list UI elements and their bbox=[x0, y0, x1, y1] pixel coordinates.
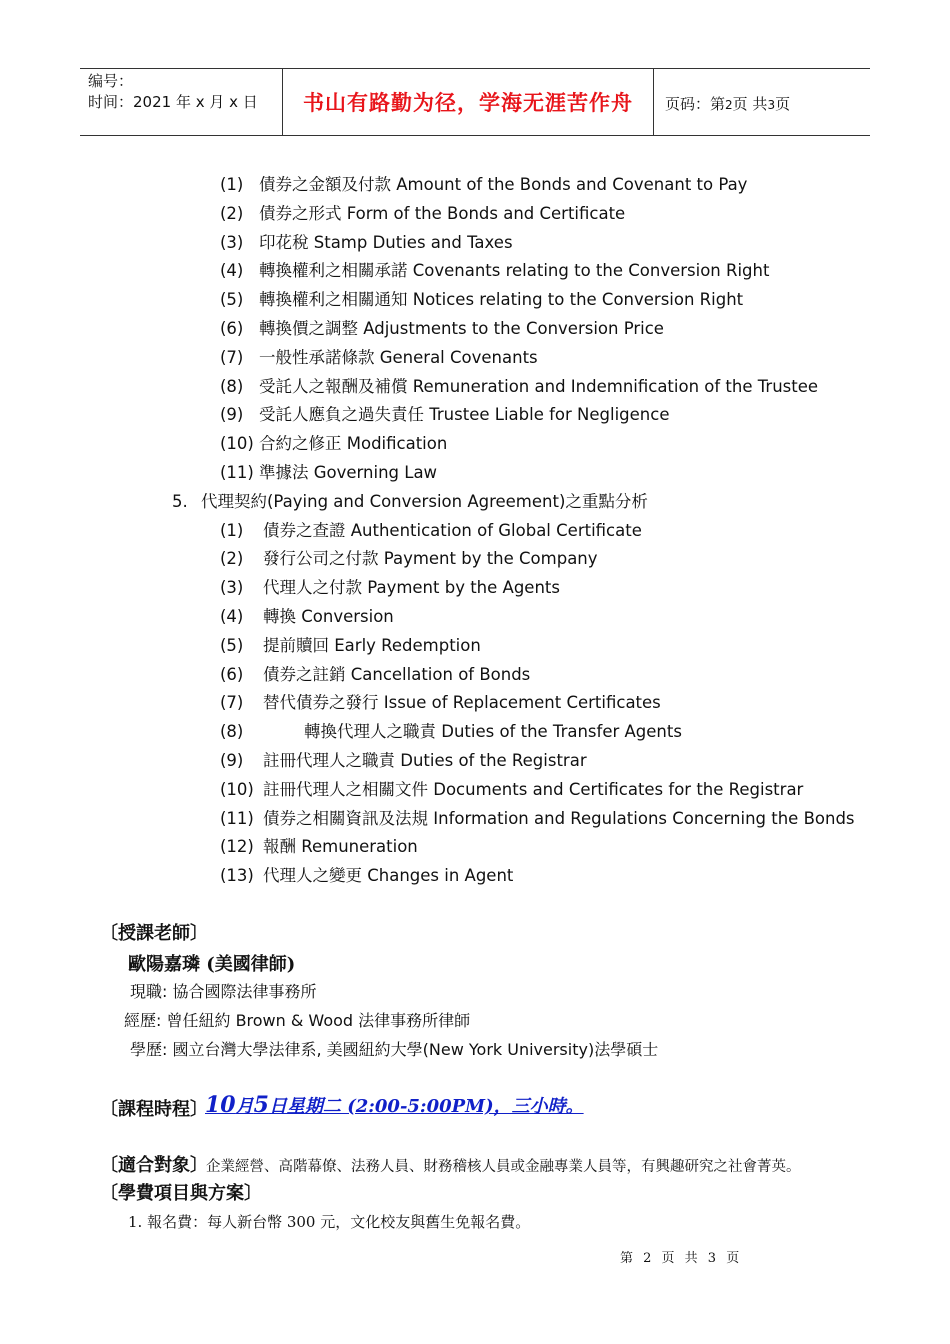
list-item: (1) 債券之查證 Authentication of Global Certificate bbox=[220, 520, 642, 540]
header-motto: 书山有路勤为径，学海无涯苦作舟 bbox=[282, 69, 654, 135]
list-item: (11) 準據法 Governing Law bbox=[220, 462, 438, 482]
fee-item-1: 1. 報名費：每人新台幣 300 元，文化校友與舊生免報名費。 bbox=[128, 1213, 531, 1231]
header-page-number bbox=[665, 93, 790, 114]
list-item: (2) 發行公司之付款 Payment by the Company bbox=[220, 549, 598, 569]
date-label: 时间：2021 年 x 月 x 日 bbox=[88, 93, 258, 111]
page-total: 3 bbox=[767, 98, 776, 112]
schedule-month-char: 月 bbox=[235, 1096, 254, 1117]
list-item: (12) 報酬 Remuneration bbox=[220, 837, 418, 857]
list-item: (7) 替代債券之發行 Issue of Replacement Certificates bbox=[220, 693, 661, 713]
list-item: (1) 債券之金額及付款 Amount of the Bonds and Covenant to Pay bbox=[220, 175, 748, 194]
teacher-section-title: 〔授課老師〕 bbox=[100, 923, 208, 944]
schedule-rest: 日星期二 (2:00-5:00PM)，三小時。 bbox=[268, 1096, 584, 1117]
teacher-current: 現職: 協合國際法律事務所 bbox=[130, 982, 317, 1001]
outline-list bbox=[0, 171, 950, 891]
list-item: (13) 代理人之變更 Changes in Agent bbox=[220, 866, 514, 886]
header-info bbox=[88, 71, 258, 113]
section-heading: 5. 代理契約(Paying and Conversion Agreement)之重點分析 bbox=[172, 491, 648, 511]
page-num: 2 bbox=[725, 98, 733, 112]
page-footer: 第 2 页 共 3 页 bbox=[620, 1251, 743, 1266]
list-item: (3) 印花稅 Stamp Duties and Taxes bbox=[220, 232, 513, 252]
page-prefix: 页码：第 bbox=[665, 95, 726, 113]
list-item: (8) 受託人之報酬及補償 Remuneration and Indemnification of the Trustee bbox=[220, 376, 819, 396]
list-item: (8) 轉換代理人之職責 Duties of the Transfer Agents bbox=[220, 722, 682, 742]
list-item: (9) 註冊代理人之職責 Duties of the Registrar bbox=[220, 750, 587, 770]
audience-text: 企業經營、高階幕僚、法務人員、財務稽核人員或金融專業人員等，有興趣研究之社會菁英。 bbox=[206, 1159, 801, 1175]
list-item: (7) 一般性承諾條款 General Covenants bbox=[220, 347, 538, 367]
teacher-name: 歐陽嘉璘 (美國律師) bbox=[128, 954, 296, 975]
list-item: (4) 轉換權利之相關承諾 Covenants relating to the Conversion Right bbox=[220, 261, 770, 281]
list-item: (6) 債券之註銷 Cancellation of Bonds bbox=[220, 664, 531, 684]
schedule-day: 5 bbox=[253, 1092, 269, 1118]
page-mid: 页 共 bbox=[732, 95, 768, 113]
list-item: (10) 合約之修正 Modification bbox=[220, 434, 448, 454]
list-item: (11) 債券之相關資訊及法規 Information and Regulations Concerning the Bonds bbox=[220, 808, 855, 828]
schedule-section-title: 〔課程時程〕 bbox=[100, 1099, 208, 1120]
page-suffix: 页 bbox=[775, 95, 791, 113]
audience-section-title: 〔適合對象〕 bbox=[100, 1155, 208, 1176]
fees-section-title: 〔學費項目與方案〕 bbox=[100, 1183, 262, 1204]
list-item: (9) 受託人應負之過失責任 Trustee Liable for Negligence bbox=[220, 405, 670, 425]
teacher-experience: 經歷: 曾任紐約 Brown & Wood 法律事務所律師 bbox=[124, 1011, 471, 1030]
list-item: (3) 代理人之付款 Payment by the Agents bbox=[220, 578, 560, 598]
serial-label: 编号： bbox=[88, 72, 134, 90]
page-header bbox=[80, 68, 870, 136]
list-item: (10) 註冊代理人之相關文件 Documents and Certificates for the Registrar bbox=[220, 779, 804, 799]
schedule-text bbox=[205, 1092, 584, 1118]
list-item: (2) 債券之形式 Form of the Bonds and Certificate bbox=[220, 203, 626, 223]
schedule-month: 10 bbox=[205, 1092, 236, 1118]
list-item: (5) 轉換權利之相關通知 Notices relating to the Conversion Right bbox=[220, 290, 744, 310]
list-item: (4) 轉換 Conversion bbox=[220, 606, 394, 626]
list-item: (5) 提前贖回 Early Redemption bbox=[220, 635, 481, 655]
list-item: (6) 轉換價之調整 Adjustments to the Conversion Price bbox=[220, 318, 664, 338]
teacher-education: 學歷: 國立台灣大學法律系, 美國紐約大學(New York University)法學碩士 bbox=[130, 1040, 659, 1059]
